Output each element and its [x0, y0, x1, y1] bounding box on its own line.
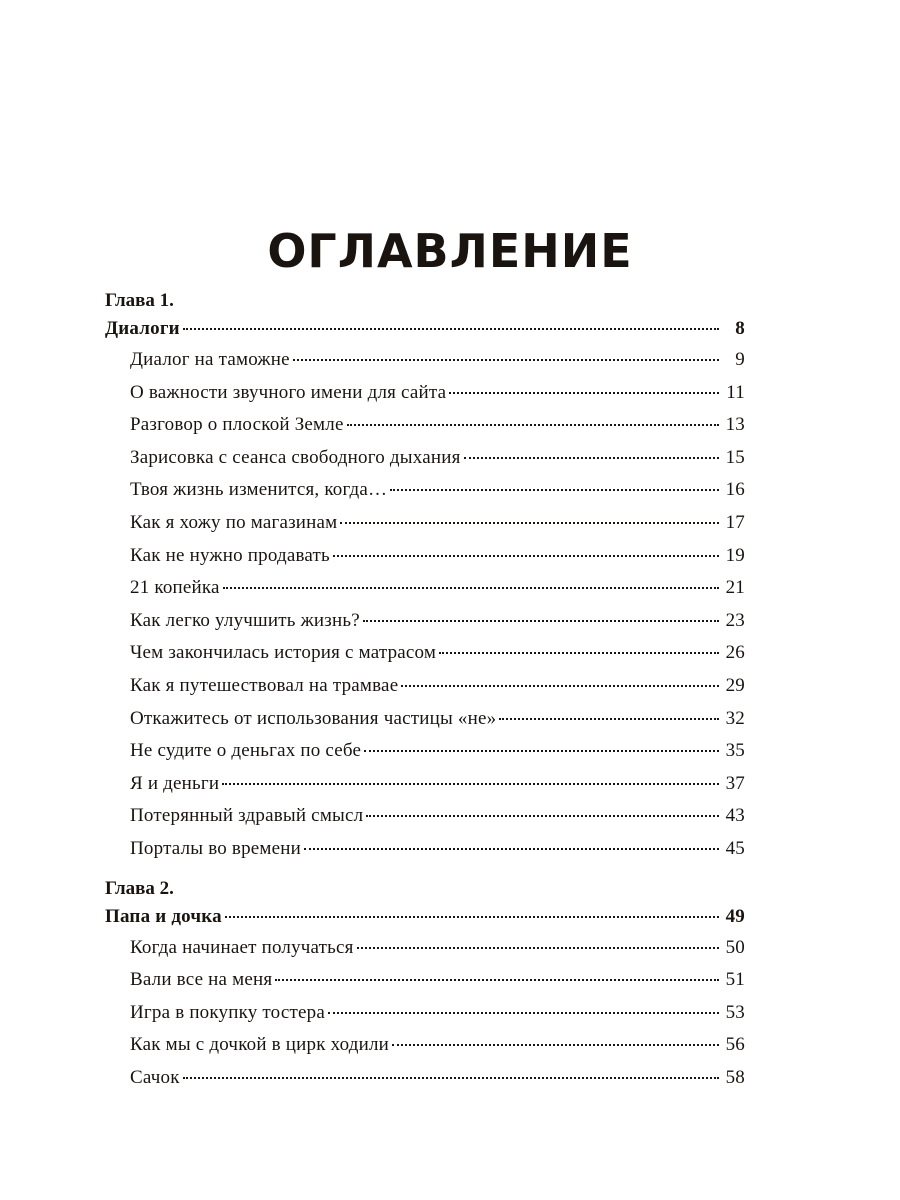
page-number: 45 — [725, 837, 745, 859]
dot-leader — [275, 979, 719, 981]
page-number: 8 — [735, 318, 745, 339]
entry-title: Зарисовка с сеанса свободного дыхания — [130, 446, 461, 468]
dot-leader — [364, 750, 719, 752]
toc-entry[interactable] — [105, 800, 745, 833]
entry-title: О важности звучного имени для сайта — [130, 381, 447, 403]
toc-entry[interactable] — [105, 409, 745, 442]
toc-entry[interactable] — [105, 670, 745, 703]
dot-leader — [366, 815, 719, 817]
toc-entry[interactable] — [105, 637, 745, 670]
entry-title: Вали все на меня — [130, 969, 273, 991]
page-number: 16 — [725, 479, 745, 501]
dot-leader — [222, 783, 719, 785]
page-number: 49 — [725, 905, 745, 927]
toc-entry[interactable] — [105, 474, 745, 507]
dot-leader — [449, 392, 719, 394]
entry-title: Как я хожу по магазинам — [130, 511, 338, 533]
dot-leader — [363, 620, 719, 622]
dot-leader — [357, 947, 719, 949]
toc-entry[interactable] — [105, 507, 745, 540]
toc-entry[interactable] — [105, 703, 745, 736]
dot-leader — [225, 916, 719, 918]
dot-leader — [499, 718, 719, 720]
page-number: 43 — [725, 805, 745, 827]
toc-entry[interactable] — [105, 735, 745, 768]
entry-title: 21 копейка — [130, 577, 220, 599]
chapter-title: Диалоги — [105, 318, 180, 339]
entry-title: Разговор о плоской Земле — [130, 414, 344, 436]
chapter-label: Глава 1. — [105, 290, 174, 311]
toc-entry[interactable] — [105, 377, 745, 410]
dot-leader — [347, 424, 719, 426]
page-number: 23 — [725, 609, 745, 631]
toc-entry[interactable] — [105, 833, 745, 866]
entry-title: Когда начинает получаться — [130, 936, 354, 958]
entry-title: Потерянный здравый смысл — [130, 805, 364, 827]
page-number: 29 — [725, 674, 745, 696]
table-of-contents — [105, 288, 745, 1094]
chapter-1 — [105, 288, 745, 866]
toc-entry[interactable] — [105, 605, 745, 638]
entry-title: Сачок — [130, 1066, 180, 1088]
entry-title: Как легко улучшить жизнь? — [130, 609, 360, 631]
toc-entry[interactable] — [105, 768, 745, 801]
dot-leader — [390, 489, 719, 491]
entry-title: Твоя жизнь изменится, когда… — [130, 479, 388, 501]
dot-leader — [293, 359, 719, 361]
entry-title: Я и деньги — [130, 772, 220, 794]
toc-entry[interactable] — [105, 572, 745, 605]
page-number: 17 — [725, 511, 745, 533]
entry-title: Как не нужно продавать — [130, 544, 330, 566]
entry-title: Порталы во времени — [130, 837, 301, 859]
dot-leader — [333, 555, 719, 557]
page-number: 50 — [725, 936, 745, 958]
dot-leader — [464, 457, 719, 459]
page-number: 15 — [725, 446, 745, 468]
toc-entry[interactable] — [105, 997, 745, 1030]
toc-entry[interactable] — [105, 344, 745, 377]
chapter-title-row[interactable] — [105, 902, 745, 932]
dot-leader — [401, 685, 719, 687]
entry-title: Игра в покупку тостера — [130, 1001, 325, 1023]
entry-title: Как мы с дочкой в цирк ходили — [130, 1034, 390, 1056]
page-number: 51 — [725, 969, 745, 991]
page-number: 19 — [725, 544, 745, 566]
chapter-2 — [105, 876, 745, 1095]
dot-leader — [340, 522, 719, 524]
dot-leader — [183, 1077, 719, 1079]
page-number: 53 — [725, 1001, 745, 1023]
entry-title: Как я путешествовал на трамвае — [130, 674, 399, 696]
page-number: 56 — [725, 1034, 745, 1056]
chapter-title-row[interactable] — [105, 314, 745, 344]
toc-entry[interactable] — [105, 540, 745, 573]
chapter-label: Глава 2. — [105, 877, 174, 899]
page-number: 9 — [735, 349, 745, 370]
page-number: 37 — [725, 772, 745, 794]
dot-leader — [304, 848, 719, 850]
page-number: 26 — [725, 642, 745, 664]
entry-title: Откажитесь от использования частицы «не» — [130, 707, 497, 729]
toc-entry[interactable] — [105, 932, 745, 965]
page-title: ОГЛАВЛЕНИЕ — [267, 223, 633, 278]
entry-title: Не судите о деньгах по себе — [130, 740, 362, 762]
toc-entry[interactable] — [105, 1062, 745, 1095]
dot-leader — [439, 652, 719, 654]
dot-leader — [223, 587, 719, 589]
toc-entry[interactable] — [105, 964, 745, 997]
toc-entry[interactable] — [105, 1029, 745, 1062]
page-number: 35 — [725, 740, 745, 762]
entry-title: Чем закончилась история с матрасом — [130, 642, 437, 664]
chapter-title: Папа и дочка — [105, 905, 222, 927]
dot-leader — [183, 328, 719, 330]
page-number: 58 — [725, 1066, 745, 1088]
dot-leader — [328, 1012, 719, 1014]
dot-leader — [392, 1044, 719, 1046]
page-number: 13 — [725, 414, 745, 436]
toc-entry[interactable] — [105, 442, 745, 475]
entry-title: Диалог на таможне — [130, 349, 290, 370]
page-number: 32 — [725, 707, 745, 729]
page-number: 11 — [726, 381, 745, 403]
page-number: 21 — [725, 577, 745, 599]
